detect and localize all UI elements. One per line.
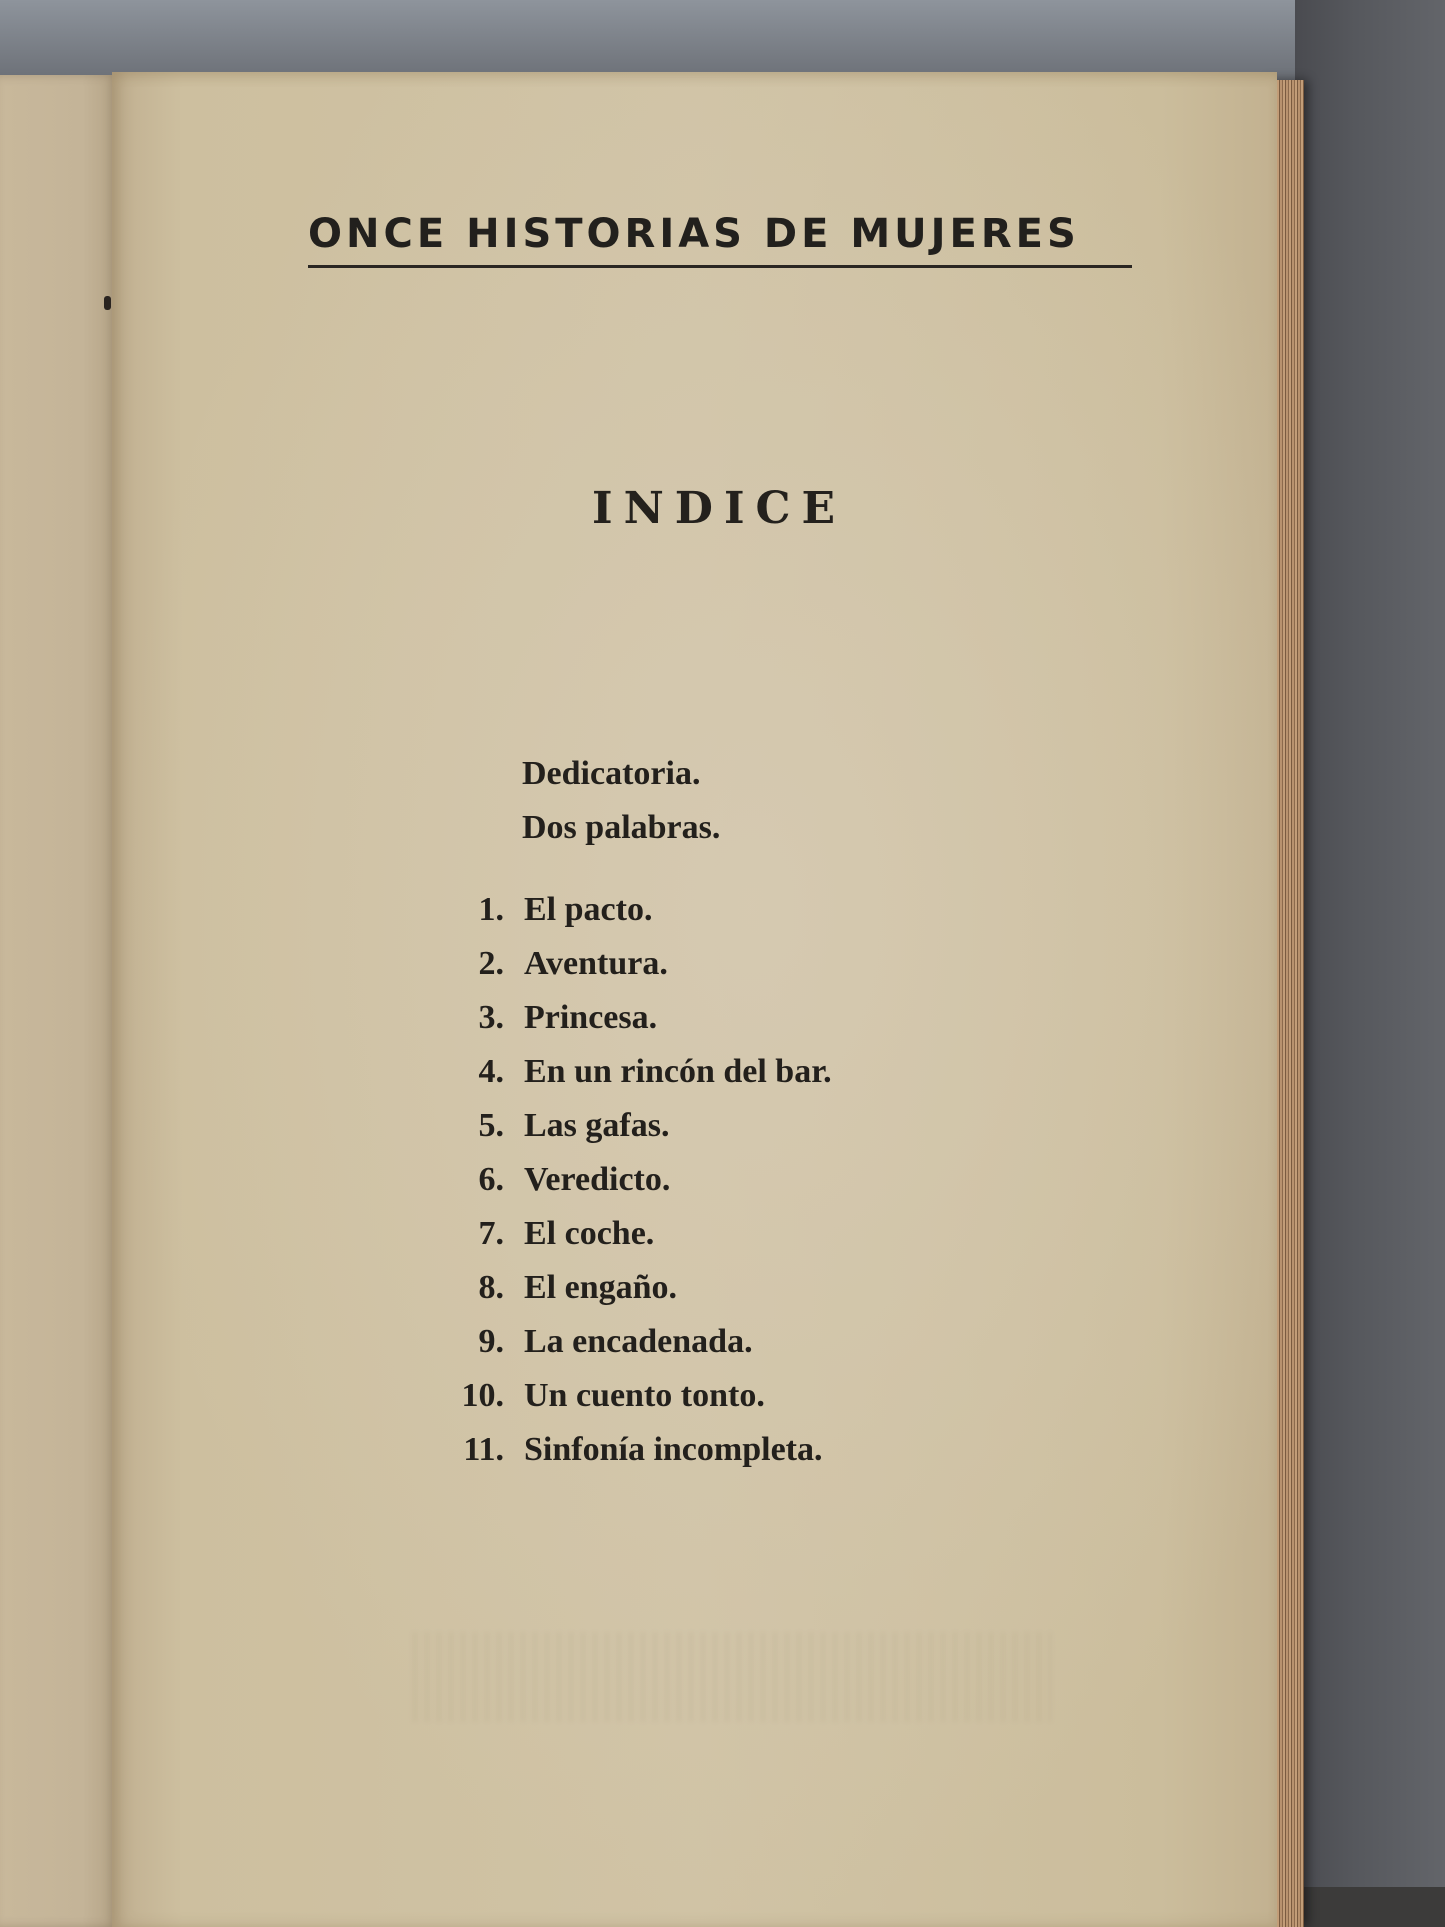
chapter-title: En un rincón del bar. [524,1053,832,1090]
chapter-title: La encadenada. [524,1323,753,1360]
running-head-rule [308,265,1132,268]
chapter-title: Veredicto. [524,1161,671,1198]
index-title: INDICE [592,483,847,534]
toc-front-matter-item: Dedicatoria. [522,755,701,792]
chapter-title: Princesa. [524,999,658,1036]
chapter-number: 9. [478,1323,504,1360]
chapter-number: 5. [478,1107,504,1144]
chapter-title: Aventura. [524,945,668,982]
background-surface [0,0,1445,80]
chapter-number: 7. [478,1215,504,1252]
bleed-through-text [412,1632,1052,1722]
chapter-title: Las gafas. [524,1107,670,1144]
chapter-title: El engaño. [524,1269,678,1306]
background-shadow [1295,0,1445,1927]
chapter-number: 3. [478,999,504,1036]
chapter-title: Sinfonía incompleta. [524,1431,823,1468]
left-facing-page [0,75,118,1927]
chapter-number: 8. [478,1269,504,1306]
chapter-title: El pacto. [524,891,653,928]
chapter-number: 11. [463,1431,504,1468]
running-head: ONCE HISTORIAS DE MUJERES [308,211,1080,257]
book-page [112,72,1277,1927]
chapter-title: El coche. [524,1215,655,1252]
toc-front-matter-item: Dos palabras. [522,809,721,846]
binding-thread-mark [104,296,111,310]
chapter-number: 6. [478,1161,504,1198]
chapter-title: Un cuento tonto. [524,1377,765,1414]
chapter-number: 10. [461,1377,504,1414]
chapter-number: 4. [478,1053,504,1090]
chapter-number: 2. [478,945,504,982]
chapter-number: 1. [478,891,504,928]
